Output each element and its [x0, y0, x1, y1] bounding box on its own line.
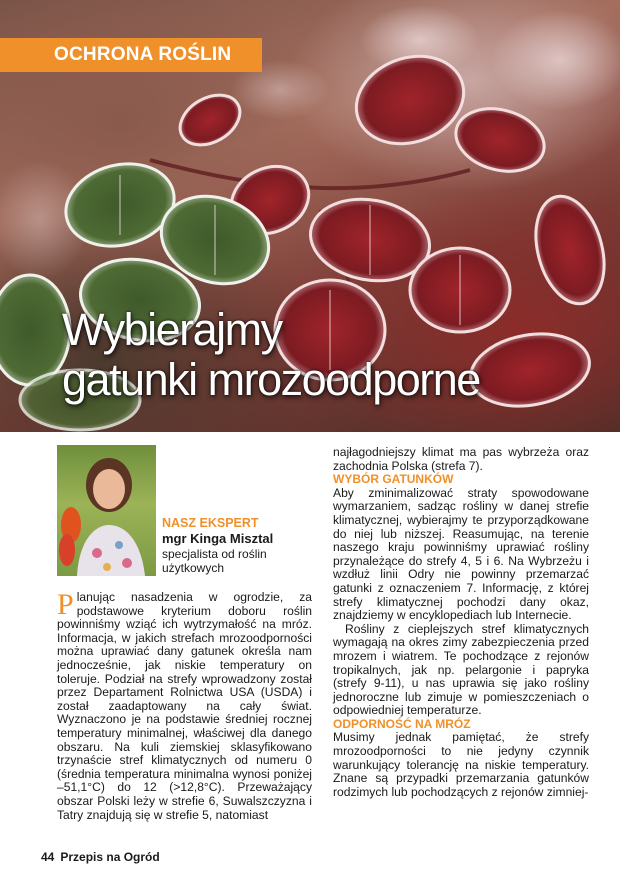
paragraph-warm-zones: Rośliny z cieplejszych stref klimatycznych wymagają na okres zimy zabezpieczenia przed mrozem i wiatrem. Te pochodzące z rejonów tropikalnych, jak np. pelargonie i papryka (strefy 9-11), u nas uprawia się jako rośliny jednoroczne lub zimuje w pomieszczeniach o odpowiedniej temperaturze.	[333, 621, 589, 718]
subhead-frost-resistance: ODPORNOŚĆ NA MRÓZ	[333, 716, 471, 731]
page-footer	[41, 850, 160, 864]
expert-label: NASZ EKSPERT	[162, 516, 259, 530]
paragraph-intro-text: lanując nasadzenia w ogrodzie, za podstawowe kryterium doboru roślin powinniśmy wziąć ich wytrzymałość na mróz. Informacja, w jakich strefach mrozoodporności można uprawiać dany gatunek określa nam jednocześnie, jak niskie temperatury on toleruje. Podział na strefy wprowadzony został przez Departament Rolnictwa USA (USDA) i został zaadaptowany na cały świat. Wyznaczono je na podstawie średniej rocznej temperatury minimalnej, właściwej dla danego obszaru. Na kuli ziemskiej sklasyfikowano trzynaście stref klimatycznych od numeru 0 (średnia temperatura minimalna wynosi poniżej –51,1°C) do 12 (>12,8°C). Przeważający obszar Polski leży w strefie 6, Suwalszczyzna i Tatry znajdują się w strefie 5, natomiast	[57, 590, 312, 822]
paragraph-frost-resistance: Musimy jednak pamiętać, że strefy mrozoodporności to nie jedyny czynnik warunkujący tolerancję na niskie temperatury. Znane są przypadki przemarzania gatunków rodzimych lub pochodzących z rejonów zimniej-	[333, 730, 589, 799]
paragraph-species-choice: Aby zminimalizować straty spowodowane wymarzaniem, sadząc rośliny w danej strefie klimatycznej, wybierajmy te przyporządkowane do niej lub niższej. Reasumując, na terenie naszego kraju powinniśmy uprawiać rośliny przynależące do strefy 4, 5 i 6. Na Wybrzeżu i wzdłuż linii Odry nie powinny przemarzać gatunki z oznaczeniem 7. Informację, z której strefy klimatycznej pochodzi dany okaz, znajdziemy w encyklopediach lub Internecie.	[333, 485, 589, 623]
dropcap: P	[57, 588, 74, 621]
paragraph-intro	[57, 588, 312, 822]
title-line-2: gatunki mrozoodporne	[62, 354, 480, 405]
expert-portrait-illustration	[57, 445, 156, 576]
section-tab: OCHRONA ROŚLIN	[0, 38, 262, 72]
expert-info	[162, 516, 312, 575]
article-title	[62, 305, 602, 405]
hero-photo	[0, 0, 620, 432]
article-column-left	[57, 588, 312, 822]
page-number: 44	[41, 850, 55, 864]
subhead-species-choice: WYBÓR GATUNKÓW	[333, 472, 454, 487]
expert-role: specjalista od roślin użytkowych	[162, 547, 267, 575]
title-line-1: Wybierajmy	[62, 304, 282, 355]
expert-photo	[57, 445, 156, 576]
magazine-name: Przepis na Ogród	[60, 850, 160, 864]
expert-name: mgr Kinga Misztal	[162, 531, 274, 546]
paragraph-intro-continued: najłagodniejszy klimat ma pas wybrzeża oraz zachodnia Polska (strefa 7).	[333, 445, 589, 473]
article-column-right	[333, 446, 589, 799]
